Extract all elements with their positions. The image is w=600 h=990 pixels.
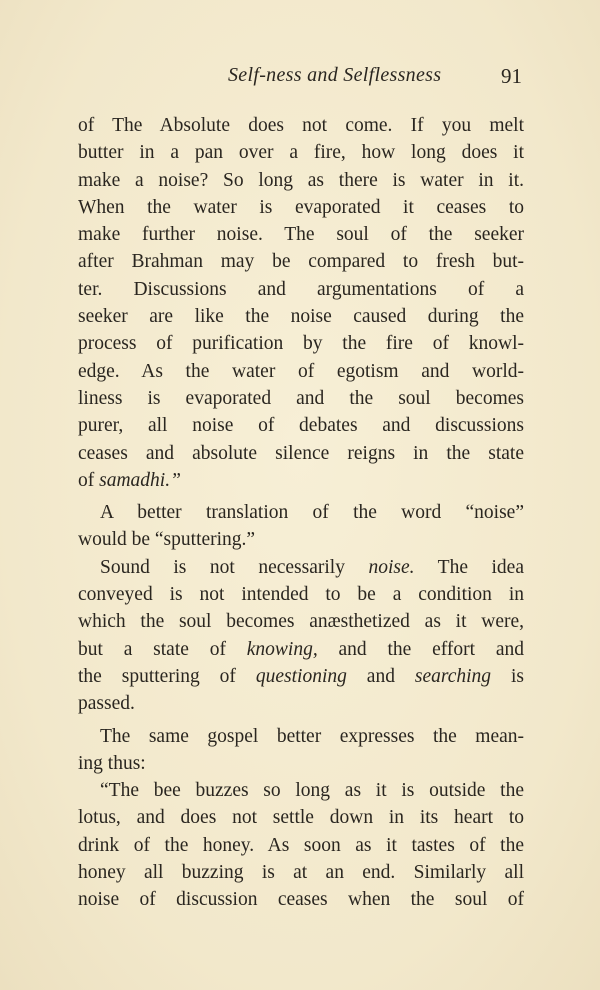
text-line <box>78 859 524 886</box>
text-line <box>78 139 524 166</box>
text-segment: ing thus: <box>78 752 146 774</box>
text-line <box>78 221 524 248</box>
text-line <box>78 303 524 330</box>
text-line <box>78 358 524 385</box>
text-segment: is <box>491 665 524 687</box>
text-segment: ter. Discussions and argumentations of a <box>78 278 524 300</box>
text-segment: lotus, and does not settle down in its heart to <box>78 807 524 829</box>
text-segment: after Brahman may be compared to fresh but- <box>78 251 524 273</box>
text-segment: ceases and absolute silence reigns in the state <box>78 442 524 464</box>
text-line <box>78 440 524 467</box>
text-segment: passed. <box>78 693 135 715</box>
text-segment: The same gospel better expresses the mean- <box>100 725 524 747</box>
text-line <box>78 554 524 581</box>
text-line <box>78 636 524 663</box>
text-line <box>78 663 524 690</box>
text-segment: process of purification by the fire of knowl- <box>78 333 524 355</box>
text-line <box>78 886 524 913</box>
page-header <box>78 64 524 92</box>
text-line <box>78 467 524 494</box>
text-segment: edge. As the water of egotism and world- <box>78 360 524 382</box>
text-line <box>78 412 524 439</box>
text-segment: liness is evaporated and the soul becomes <box>78 387 524 409</box>
text-line <box>78 690 524 717</box>
text-line <box>78 276 524 303</box>
text-segment: make further noise. The soul of the seeker <box>78 224 524 246</box>
text-line <box>78 777 524 804</box>
italic-text: questioning <box>255 665 347 687</box>
text-line <box>78 750 524 777</box>
text-segment: would be “sputtering.” <box>78 529 256 551</box>
italic-text: samadhi.” <box>99 469 181 491</box>
body-text <box>78 112 524 914</box>
text-segment: Sound is not necessarily <box>100 556 369 578</box>
text-line <box>78 167 524 194</box>
italic-text: knowing, <box>246 638 318 660</box>
text-segment: butter in a pan over a fire, how long does it <box>78 142 524 164</box>
text-segment: “The bee buzzes so long as it is outside the <box>100 780 524 802</box>
text-line <box>78 330 524 357</box>
running-title: Self-ness and Selflessness <box>228 64 442 86</box>
text-segment: The idea <box>414 556 524 578</box>
text-segment: of <box>78 469 100 491</box>
text-segment: seeker are like the noise caused during the <box>78 306 524 328</box>
italic-text: searching <box>414 665 492 687</box>
text-line <box>78 112 524 139</box>
text-segment: A better translation of the word “noise” <box>100 502 524 524</box>
text-line <box>78 194 524 221</box>
text-line <box>78 832 524 859</box>
text-segment: purer, all noise of debates and discussions <box>78 415 524 437</box>
text-line <box>78 723 524 750</box>
text-segment: When the water is evaporated it ceases to <box>78 196 524 218</box>
text-line <box>78 804 524 831</box>
text-segment: drink of the honey. As soon as it tastes of the <box>78 834 524 856</box>
text-segment: of The Absolute does not come. If you melt <box>78 115 524 136</box>
italic-text: noise. <box>368 556 415 578</box>
text-segment: conveyed is not intended to be a condition in <box>78 584 524 606</box>
text-segment: the sputtering of <box>78 665 256 687</box>
text-segment: but a state of <box>78 638 247 660</box>
text-segment: honey all buzzing is at an end. Similarly all <box>78 862 524 884</box>
text-segment: and <box>346 665 415 687</box>
text-line <box>78 608 524 635</box>
text-segment: which the soul becomes anæsthetized as it were, <box>78 611 524 633</box>
text-segment: noise of discussion ceases when the soul of <box>78 889 524 911</box>
text-segment: and the effort and <box>317 638 524 660</box>
text-line <box>78 499 524 526</box>
text-segment: make a noise? So long as there is water in it. <box>78 169 524 191</box>
text-line <box>78 526 524 553</box>
text-line <box>78 581 524 608</box>
text-line <box>78 248 524 275</box>
page-number: 91 <box>501 64 522 88</box>
text-line <box>78 385 524 412</box>
